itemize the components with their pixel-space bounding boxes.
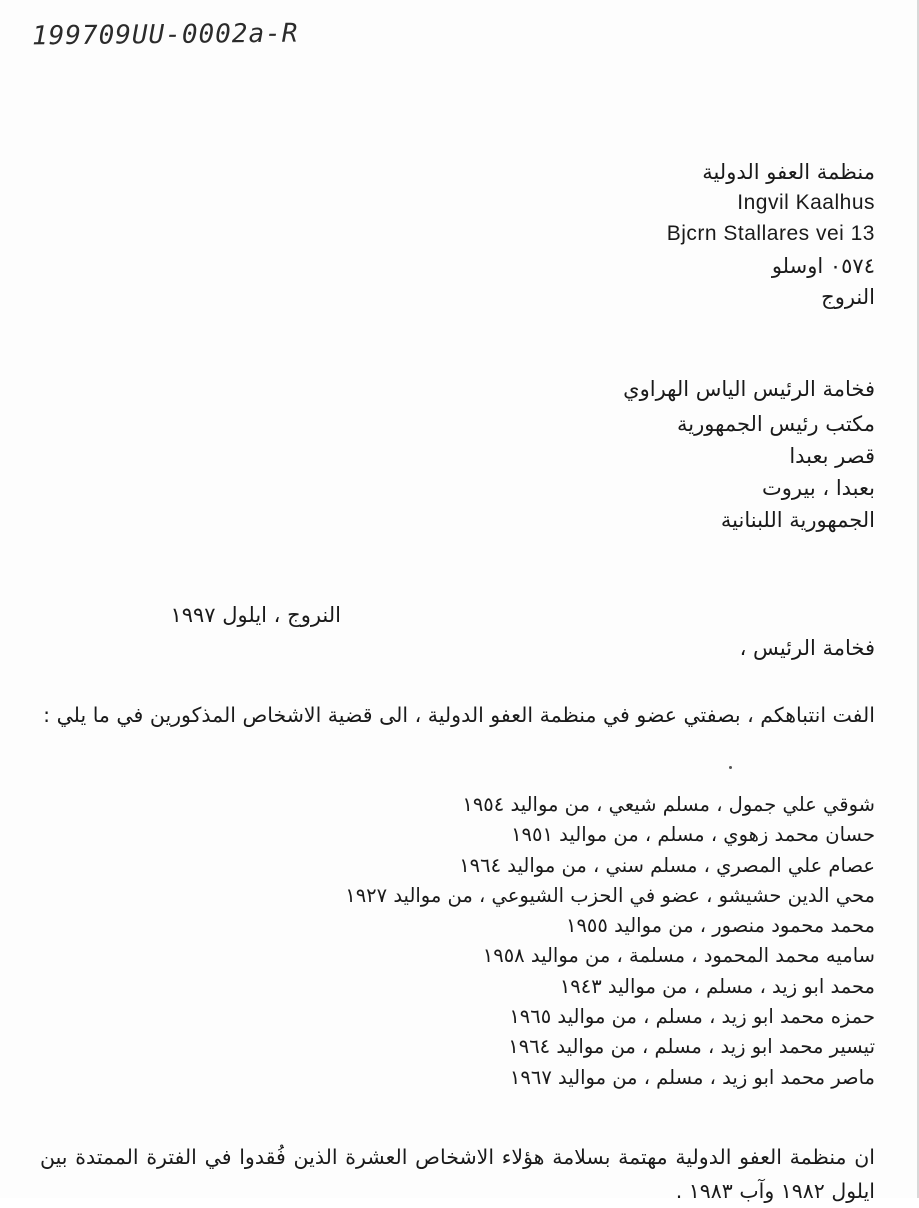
list-item: ماصر محمد ابو زيد ، مسلم ، من مواليد ١٩٦٧ bbox=[509, 1065, 875, 1089]
stray-ink-mark bbox=[729, 766, 732, 769]
list-item: تيسير محمد ابو زيد ، مسلم ، من مواليد ١٩٦٤ bbox=[508, 1035, 875, 1059]
document-reference-code: 199709UU-0002a-R bbox=[31, 18, 299, 52]
intro-paragraph: الفت انتباهكم ، بصفتي عضو في منظمة العفو الدولية ، الى قضية الاشخاص المذكورين في ما يلي : bbox=[43, 703, 875, 727]
list-item: حسان محمد زهوي ، مسلم ، من مواليد ١٩٥١ bbox=[511, 823, 875, 847]
sender-name: Ingvil Kaalhus bbox=[737, 191, 875, 214]
list-item: ساميه محمد المحمود ، مسلمة ، من مواليد ١٩٥٨ bbox=[482, 944, 875, 968]
list-item: حمزه محمد ابو زيد ، مسلم ، من مواليد ١٩٦٥ bbox=[509, 1005, 875, 1029]
list-item: محمد ابو زيد ، مسلم ، من مواليد ١٩٤٣ bbox=[559, 974, 875, 998]
salutation: فخامة الرئيس ، bbox=[739, 636, 875, 660]
recipient-office: مكتب رئيس الجمهورية bbox=[677, 412, 875, 436]
recipient-title: فخامة الرئيس الياس الهراوي bbox=[623, 377, 875, 401]
recipient-country: الجمهورية اللبنانية bbox=[720, 508, 875, 532]
sender-city: ٠٥٧٤ اوسلو bbox=[771, 254, 875, 278]
recipient-city: بعبدا ، بيروت bbox=[762, 476, 875, 500]
list-item: عصام علي المصري ، مسلم سني ، من مواليد ١٩٦٤ bbox=[459, 853, 875, 877]
persons-list bbox=[275, 790, 875, 1093]
list-item: محي الدين حشيشو ، عضو في الحزب الشيوعي ، من مواليد ١٩٢٧ bbox=[345, 883, 875, 907]
list-item: شوقي علي جمول ، مسلم شيعي ، من مواليد ١٩٥٤ bbox=[462, 793, 875, 816]
date-line: النروج ، ايلول ١٩٩٧ bbox=[170, 603, 341, 627]
sender-organization: منظمة العفو الدولية bbox=[702, 160, 875, 184]
list-item: محمد محمود منصور ، من مواليد ١٩٥٥ bbox=[565, 914, 875, 938]
sender-street: Bjcrn Stallares vei 13 bbox=[666, 222, 875, 245]
recipient-palace: قصر بعبدا bbox=[789, 444, 875, 468]
sender-country: النروج bbox=[821, 285, 875, 309]
closing-paragraph: ان منظمة العفو الدولية مهتمة بسلامة هؤلاء الاشخاص العشرة الذين فُقدوا في الفترة الممتدة بين ايلول ١٩٨٢ وآب ١٩٨٣ . bbox=[40, 1145, 875, 1203]
